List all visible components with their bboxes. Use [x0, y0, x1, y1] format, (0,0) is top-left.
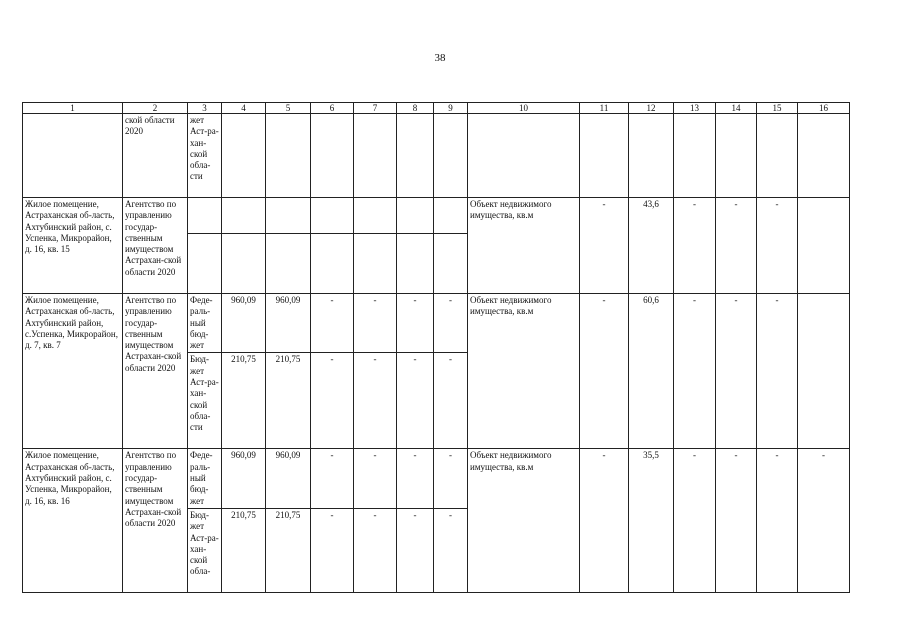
col-header: 6 [311, 103, 354, 114]
col-header: 15 [757, 103, 798, 114]
value-cell: 43,6 [629, 198, 674, 294]
value-cell: - [757, 198, 798, 294]
value-cell: - [434, 449, 468, 508]
value-cell: - [397, 353, 434, 449]
value-cell: - [311, 353, 354, 449]
table-row [23, 294, 850, 353]
col-header: 13 [674, 103, 716, 114]
indicator-cell: Объект недвижимого имущества, кв.м [468, 294, 580, 449]
col-header: 4 [222, 103, 266, 114]
agency-cell: Агентство по управлению государ-ственным имуществом Астрахан-ской области 2020 [123, 294, 188, 449]
col-header: 1 [23, 103, 123, 114]
value-cell: - [580, 294, 629, 449]
indicator-cell: Объект недвижимого имущества, кв.м [468, 449, 580, 592]
col-header: 8 [397, 103, 434, 114]
value-cell: 210,75 [266, 353, 311, 449]
value-cell: 210,75 [222, 353, 266, 449]
value-cell: - [716, 449, 757, 592]
col-header: 10 [468, 103, 580, 114]
value-cell: - [580, 449, 629, 592]
object-name-cell: Жилое помещение, Астраханская об-ласть, Ахтубинский район, с. Успенка, Микрорайон, д. 16, кв. 15 [23, 198, 123, 294]
value-cell: - [434, 508, 468, 592]
value-cell: - [397, 449, 434, 508]
value-cell: - [397, 508, 434, 592]
table-row [23, 114, 850, 198]
col-header: 2 [123, 103, 188, 114]
col-header: 7 [354, 103, 397, 114]
fund-source-cell: Бюд-жет Аст-ра-хан-ской обла-сти [188, 353, 222, 449]
table-row [23, 449, 850, 508]
value-cell: 960,09 [222, 449, 266, 508]
value-cell: - [311, 294, 354, 353]
value-cell: - [716, 198, 757, 294]
value-cell: 960,09 [266, 449, 311, 508]
col-header: 11 [580, 103, 629, 114]
agency-cell: ской области 2020 [123, 114, 188, 198]
budget-table [22, 102, 850, 593]
value-cell: - [674, 198, 716, 294]
col-header: 9 [434, 103, 468, 114]
object-name-cell: Жилое помещение, Астраханская об-ласть, Ахтубинский район, с.Успенка, Микрорайон, д. 7, кв. 7 [23, 294, 123, 449]
value-cell: - [757, 294, 798, 449]
fund-source-cell: жет Аст-ра-хан-ской обла-сти [188, 114, 222, 198]
value-cell: - [580, 198, 629, 294]
col-header: 3 [188, 103, 222, 114]
value-cell: - [716, 294, 757, 449]
value-cell: - [311, 449, 354, 508]
col-header: 16 [798, 103, 850, 114]
value-cell: - [397, 294, 434, 353]
indicator-cell: Объект недвижимого имущества, кв.м [468, 198, 580, 294]
value-cell: 960,09 [222, 294, 266, 353]
object-name-cell: Жилое помещение, Астраханская об-ласть, Ахтубинский район, с. Успенка, Микрорайон, д. 16, кв. 16 [23, 449, 123, 592]
header-row [23, 103, 850, 114]
value-cell: 960,09 [266, 294, 311, 353]
value-cell: - [434, 294, 468, 353]
value-cell: - [354, 353, 397, 449]
value-cell: 35,5 [629, 449, 674, 592]
value-cell: - [354, 508, 397, 592]
col-header: 5 [266, 103, 311, 114]
value-cell: - [757, 449, 798, 592]
value-cell: 60,6 [629, 294, 674, 449]
value-cell: - [434, 353, 468, 449]
value-cell: - [354, 449, 397, 508]
agency-cell: Агентство по управлению государ-ственным имуществом Астрахан-ской области 2020 [123, 449, 188, 592]
value-cell: - [674, 449, 716, 592]
page-number: 38 [434, 52, 446, 64]
value-cell: - [798, 449, 850, 592]
value-cell: 210,75 [266, 508, 311, 592]
table-row [23, 198, 850, 234]
col-header: 12 [629, 103, 674, 114]
fund-source-cell: Бюд-жет Аст-ра-хан-ской обла- [188, 508, 222, 592]
fund-source-cell: Феде-раль-ный бюд-жет [188, 294, 222, 353]
value-cell: - [674, 294, 716, 449]
value-cell: 210,75 [222, 508, 266, 592]
value-cell: - [311, 508, 354, 592]
agency-cell: Агентство по управлению государ-ственным имуществом Астрахан-ской области 2020 [123, 198, 188, 294]
col-header: 14 [716, 103, 757, 114]
value-cell: - [354, 294, 397, 353]
fund-source-cell: Феде-раль-ный бюд-жет [188, 449, 222, 508]
